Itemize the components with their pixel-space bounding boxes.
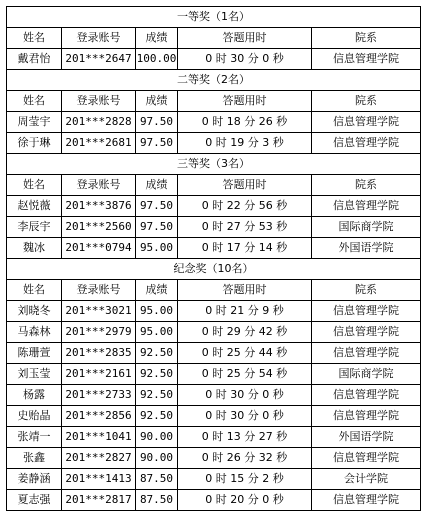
cell-score: 95.00 <box>136 322 178 343</box>
table-row <box>7 406 421 427</box>
cell-score: 95.00 <box>136 238 178 259</box>
cell-duration: 0 时 30 分 0 秒 <box>178 385 312 406</box>
cell-department: 信息管理学院 <box>312 385 421 406</box>
cell-account: 201***3876 <box>62 196 136 217</box>
cell-department: 会计学院 <box>312 469 421 490</box>
section-title: 一等奖（1名） <box>7 7 421 28</box>
column-header-name: 姓名 <box>7 175 62 196</box>
table-row <box>7 322 421 343</box>
cell-department: 信息管理学院 <box>312 343 421 364</box>
cell-name: 戴君怡 <box>7 49 62 70</box>
cell-name: 刘晓冬 <box>7 301 62 322</box>
cell-score: 92.50 <box>136 343 178 364</box>
column-header-duration: 答题用时 <box>178 280 312 301</box>
column-header-row <box>7 91 421 112</box>
cell-duration: 0 时 27 分 53 秒 <box>178 217 312 238</box>
cell-department: 国际商学院 <box>312 364 421 385</box>
table-row <box>7 49 421 70</box>
column-header-name: 姓名 <box>7 280 62 301</box>
cell-name: 姜静涵 <box>7 469 62 490</box>
column-header-row <box>7 28 421 49</box>
cell-name: 马森林 <box>7 322 62 343</box>
table-row <box>7 364 421 385</box>
table-row <box>7 196 421 217</box>
cell-name: 周莹宇 <box>7 112 62 133</box>
cell-name: 刘玉莹 <box>7 364 62 385</box>
cell-name: 徐于琳 <box>7 133 62 154</box>
cell-name: 史贻晶 <box>7 406 62 427</box>
cell-department: 外国语学院 <box>312 427 421 448</box>
cell-duration: 0 时 21 分 9 秒 <box>178 301 312 322</box>
cell-department: 信息管理学院 <box>312 49 421 70</box>
cell-score: 95.00 <box>136 301 178 322</box>
section-title-row <box>7 70 421 91</box>
cell-name: 杨露 <box>7 385 62 406</box>
column-header-account: 登录账号 <box>62 280 136 301</box>
cell-account: 201***2161 <box>62 364 136 385</box>
cell-account: 201***1041 <box>62 427 136 448</box>
cell-name: 夏志强 <box>7 490 62 511</box>
cell-account: 201***2856 <box>62 406 136 427</box>
cell-department: 信息管理学院 <box>312 448 421 469</box>
cell-account: 201***1413 <box>62 469 136 490</box>
cell-account: 201***2733 <box>62 385 136 406</box>
table-row <box>7 301 421 322</box>
award-results-table <box>6 6 421 511</box>
cell-account: 201***3021 <box>62 301 136 322</box>
cell-score: 87.50 <box>136 490 178 511</box>
cell-duration: 0 时 22 分 56 秒 <box>178 196 312 217</box>
column-header-duration: 答题用时 <box>178 175 312 196</box>
cell-department: 信息管理学院 <box>312 133 421 154</box>
column-header-account: 登录账号 <box>62 91 136 112</box>
cell-duration: 0 时 26 分 32 秒 <box>178 448 312 469</box>
cell-score: 97.50 <box>136 217 178 238</box>
section-title-row <box>7 259 421 280</box>
cell-duration: 0 时 17 分 14 秒 <box>178 238 312 259</box>
column-header-row <box>7 175 421 196</box>
cell-department: 信息管理学院 <box>312 322 421 343</box>
column-header-score: 成绩 <box>136 280 178 301</box>
cell-duration: 0 时 13 分 27 秒 <box>178 427 312 448</box>
column-header-department: 院系 <box>312 175 421 196</box>
table-row <box>7 238 421 259</box>
table-row <box>7 427 421 448</box>
section-title: 纪念奖（10名） <box>7 259 421 280</box>
section-title: 二等奖（2名） <box>7 70 421 91</box>
cell-duration: 0 时 18 分 26 秒 <box>178 112 312 133</box>
cell-score: 97.50 <box>136 112 178 133</box>
column-header-row <box>7 280 421 301</box>
cell-department: 外国语学院 <box>312 238 421 259</box>
cell-score: 90.00 <box>136 448 178 469</box>
cell-score: 97.50 <box>136 133 178 154</box>
cell-account: 201***2979 <box>62 322 136 343</box>
column-header-score: 成绩 <box>136 91 178 112</box>
column-header-name: 姓名 <box>7 28 62 49</box>
cell-department: 信息管理学院 <box>312 196 421 217</box>
cell-account: 201***2828 <box>62 112 136 133</box>
table-row <box>7 448 421 469</box>
table-row <box>7 343 421 364</box>
cell-account: 201***2827 <box>62 448 136 469</box>
cell-duration: 0 时 25 分 44 秒 <box>178 343 312 364</box>
cell-duration: 0 时 25 分 54 秒 <box>178 364 312 385</box>
cell-score: 97.50 <box>136 196 178 217</box>
column-header-account: 登录账号 <box>62 28 136 49</box>
cell-score: 90.00 <box>136 427 178 448</box>
section-title-row <box>7 7 421 28</box>
cell-duration: 0 时 20 分 0 秒 <box>178 490 312 511</box>
column-header-score: 成绩 <box>136 175 178 196</box>
cell-department: 信息管理学院 <box>312 112 421 133</box>
column-header-score: 成绩 <box>136 28 178 49</box>
cell-duration: 0 时 30 分 0 秒 <box>178 49 312 70</box>
cell-duration: 0 时 19 分 3 秒 <box>178 133 312 154</box>
column-header-department: 院系 <box>312 280 421 301</box>
cell-duration: 0 时 30 分 0 秒 <box>178 406 312 427</box>
cell-account: 201***2647 <box>62 49 136 70</box>
table-row <box>7 490 421 511</box>
table-row <box>7 385 421 406</box>
column-header-duration: 答题用时 <box>178 28 312 49</box>
cell-name: 李辰宇 <box>7 217 62 238</box>
cell-score: 92.50 <box>136 406 178 427</box>
cell-department: 信息管理学院 <box>312 301 421 322</box>
cell-score: 87.50 <box>136 469 178 490</box>
cell-name: 赵悦薇 <box>7 196 62 217</box>
section-title: 三等奖（3名） <box>7 154 421 175</box>
cell-name: 张鑫 <box>7 448 62 469</box>
cell-name: 张靖一 <box>7 427 62 448</box>
column-header-department: 院系 <box>312 28 421 49</box>
column-header-name: 姓名 <box>7 91 62 112</box>
cell-account: 201***2560 <box>62 217 136 238</box>
cell-duration: 0 时 15 分 2 秒 <box>178 469 312 490</box>
column-header-account: 登录账号 <box>62 175 136 196</box>
column-header-duration: 答题用时 <box>178 91 312 112</box>
cell-account: 201***2835 <box>62 343 136 364</box>
cell-duration: 0 时 29 分 42 秒 <box>178 322 312 343</box>
cell-score: 92.50 <box>136 385 178 406</box>
table-row <box>7 217 421 238</box>
results-body <box>7 7 421 511</box>
section-title-row <box>7 154 421 175</box>
table-row <box>7 112 421 133</box>
cell-account: 201***2817 <box>62 490 136 511</box>
table-row <box>7 133 421 154</box>
cell-score: 92.50 <box>136 364 178 385</box>
cell-department: 信息管理学院 <box>312 406 421 427</box>
cell-score: 100.00 <box>136 49 178 70</box>
table-row <box>7 469 421 490</box>
cell-name: 陈珊萱 <box>7 343 62 364</box>
cell-department: 信息管理学院 <box>312 490 421 511</box>
cell-department: 国际商学院 <box>312 217 421 238</box>
cell-account: 201***2681 <box>62 133 136 154</box>
cell-account: 201***0794 <box>62 238 136 259</box>
column-header-department: 院系 <box>312 91 421 112</box>
cell-name: 魏冰 <box>7 238 62 259</box>
